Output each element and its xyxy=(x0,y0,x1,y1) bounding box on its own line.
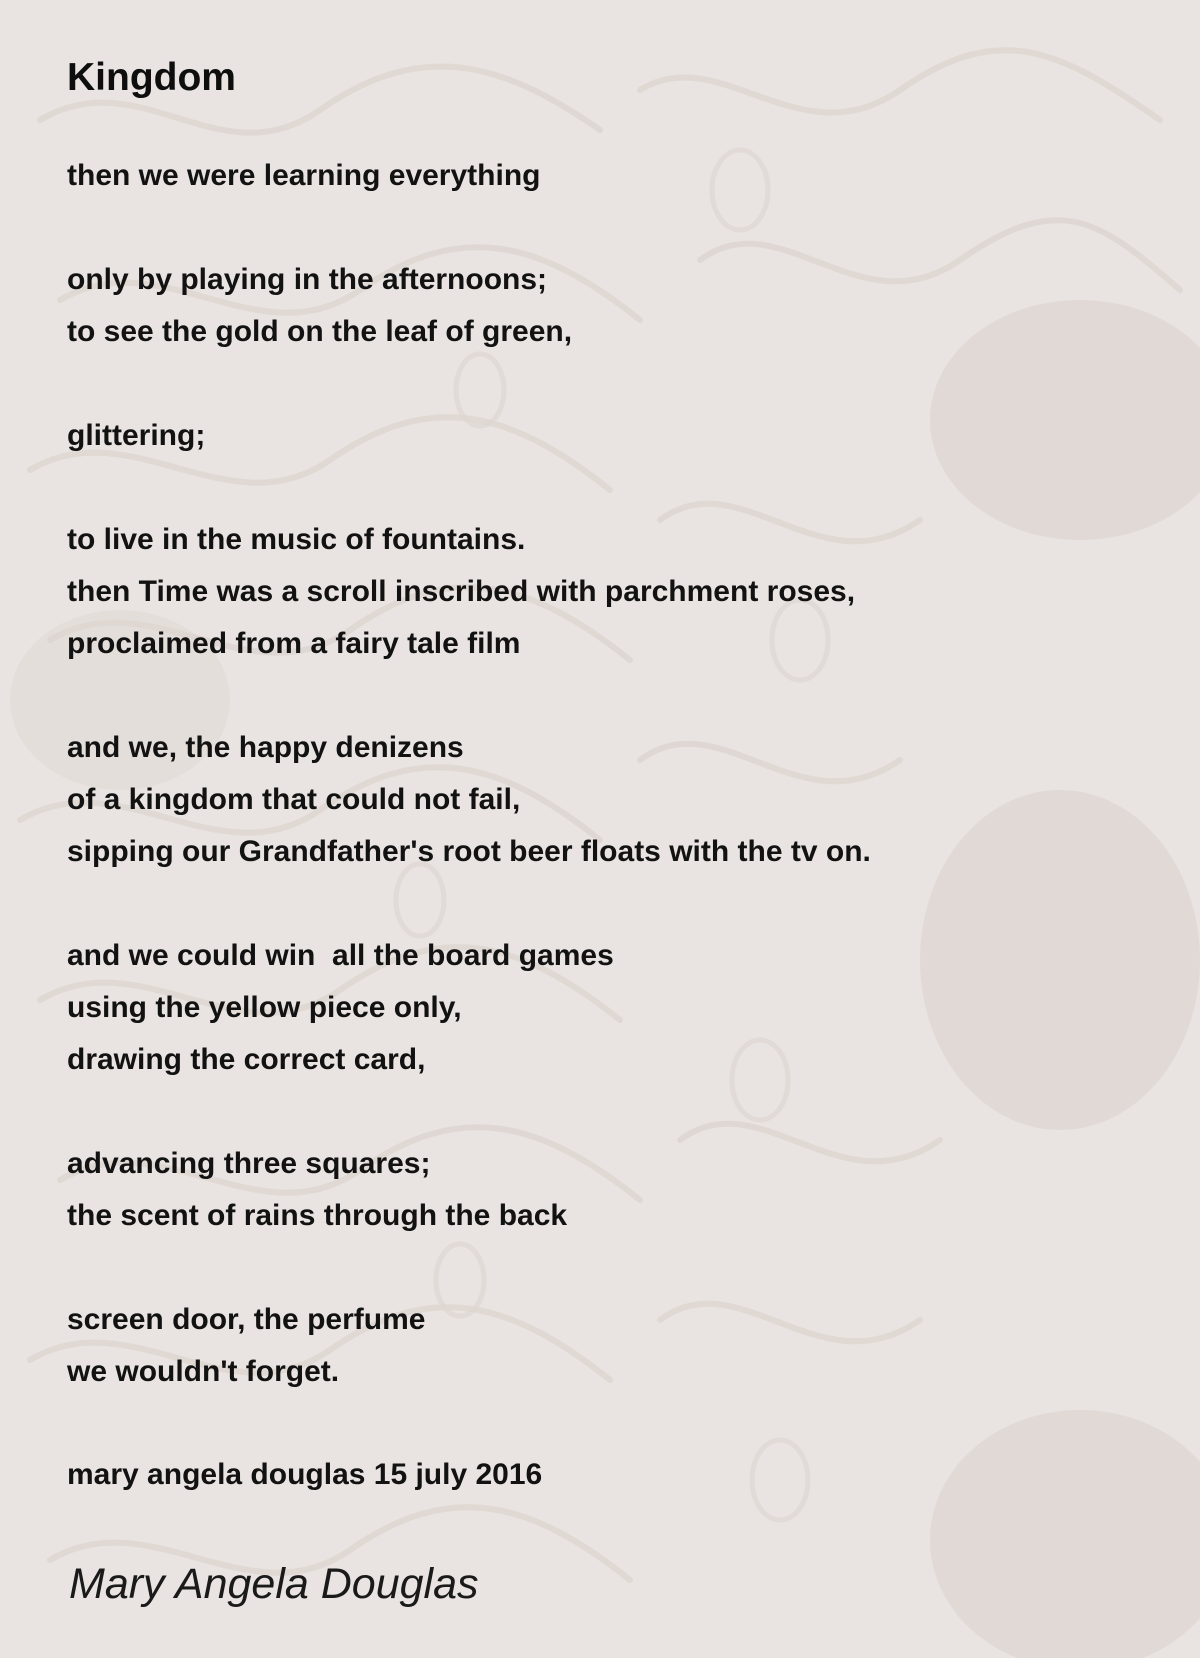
poem-body xyxy=(67,150,871,1398)
poem-line: we wouldn't forget. xyxy=(67,1355,340,1388)
poem-line xyxy=(67,1242,871,1294)
poem-line: then we were learning everything xyxy=(67,159,541,192)
poem-line xyxy=(67,878,871,930)
poem-line xyxy=(67,462,871,514)
poem-line: drawing the correct card, xyxy=(67,1043,426,1076)
poem-line: and we, the happy denizens xyxy=(67,731,464,764)
poem-line: proclaimed from a fairy tale film xyxy=(67,627,521,660)
poem-line: then Time was a scroll inscribed with parchment roses, xyxy=(67,575,856,608)
poem-line: using the yellow piece only, xyxy=(67,991,462,1024)
poem-line: glittering; xyxy=(67,419,206,452)
poem-line xyxy=(67,358,871,410)
poem-line: advancing three squares; xyxy=(67,1147,431,1180)
poem-dateline: mary angela douglas 15 july 2016 xyxy=(67,1458,543,1491)
poem-line: and we could win all the board games xyxy=(67,939,614,972)
poem-line: of a kingdom that could not fail, xyxy=(67,783,521,816)
author-name: Mary Angela Douglas xyxy=(69,1560,479,1608)
poem-line: the scent of rains through the back xyxy=(67,1199,568,1232)
poem-line: only by playing in the afternoons; xyxy=(67,263,548,296)
poem-line: sipping our Grandfather's root beer floats with the tv on. xyxy=(67,835,871,868)
poem-line: screen door, the perfume xyxy=(67,1303,426,1336)
poem-title: Kingdom xyxy=(67,56,236,99)
poem-line xyxy=(67,1086,871,1138)
poem-line xyxy=(67,670,871,722)
poem-line: to see the gold on the leaf of green, xyxy=(67,315,573,348)
poem-line xyxy=(67,202,871,254)
poem-line: to live in the music of fountains. xyxy=(67,523,526,556)
